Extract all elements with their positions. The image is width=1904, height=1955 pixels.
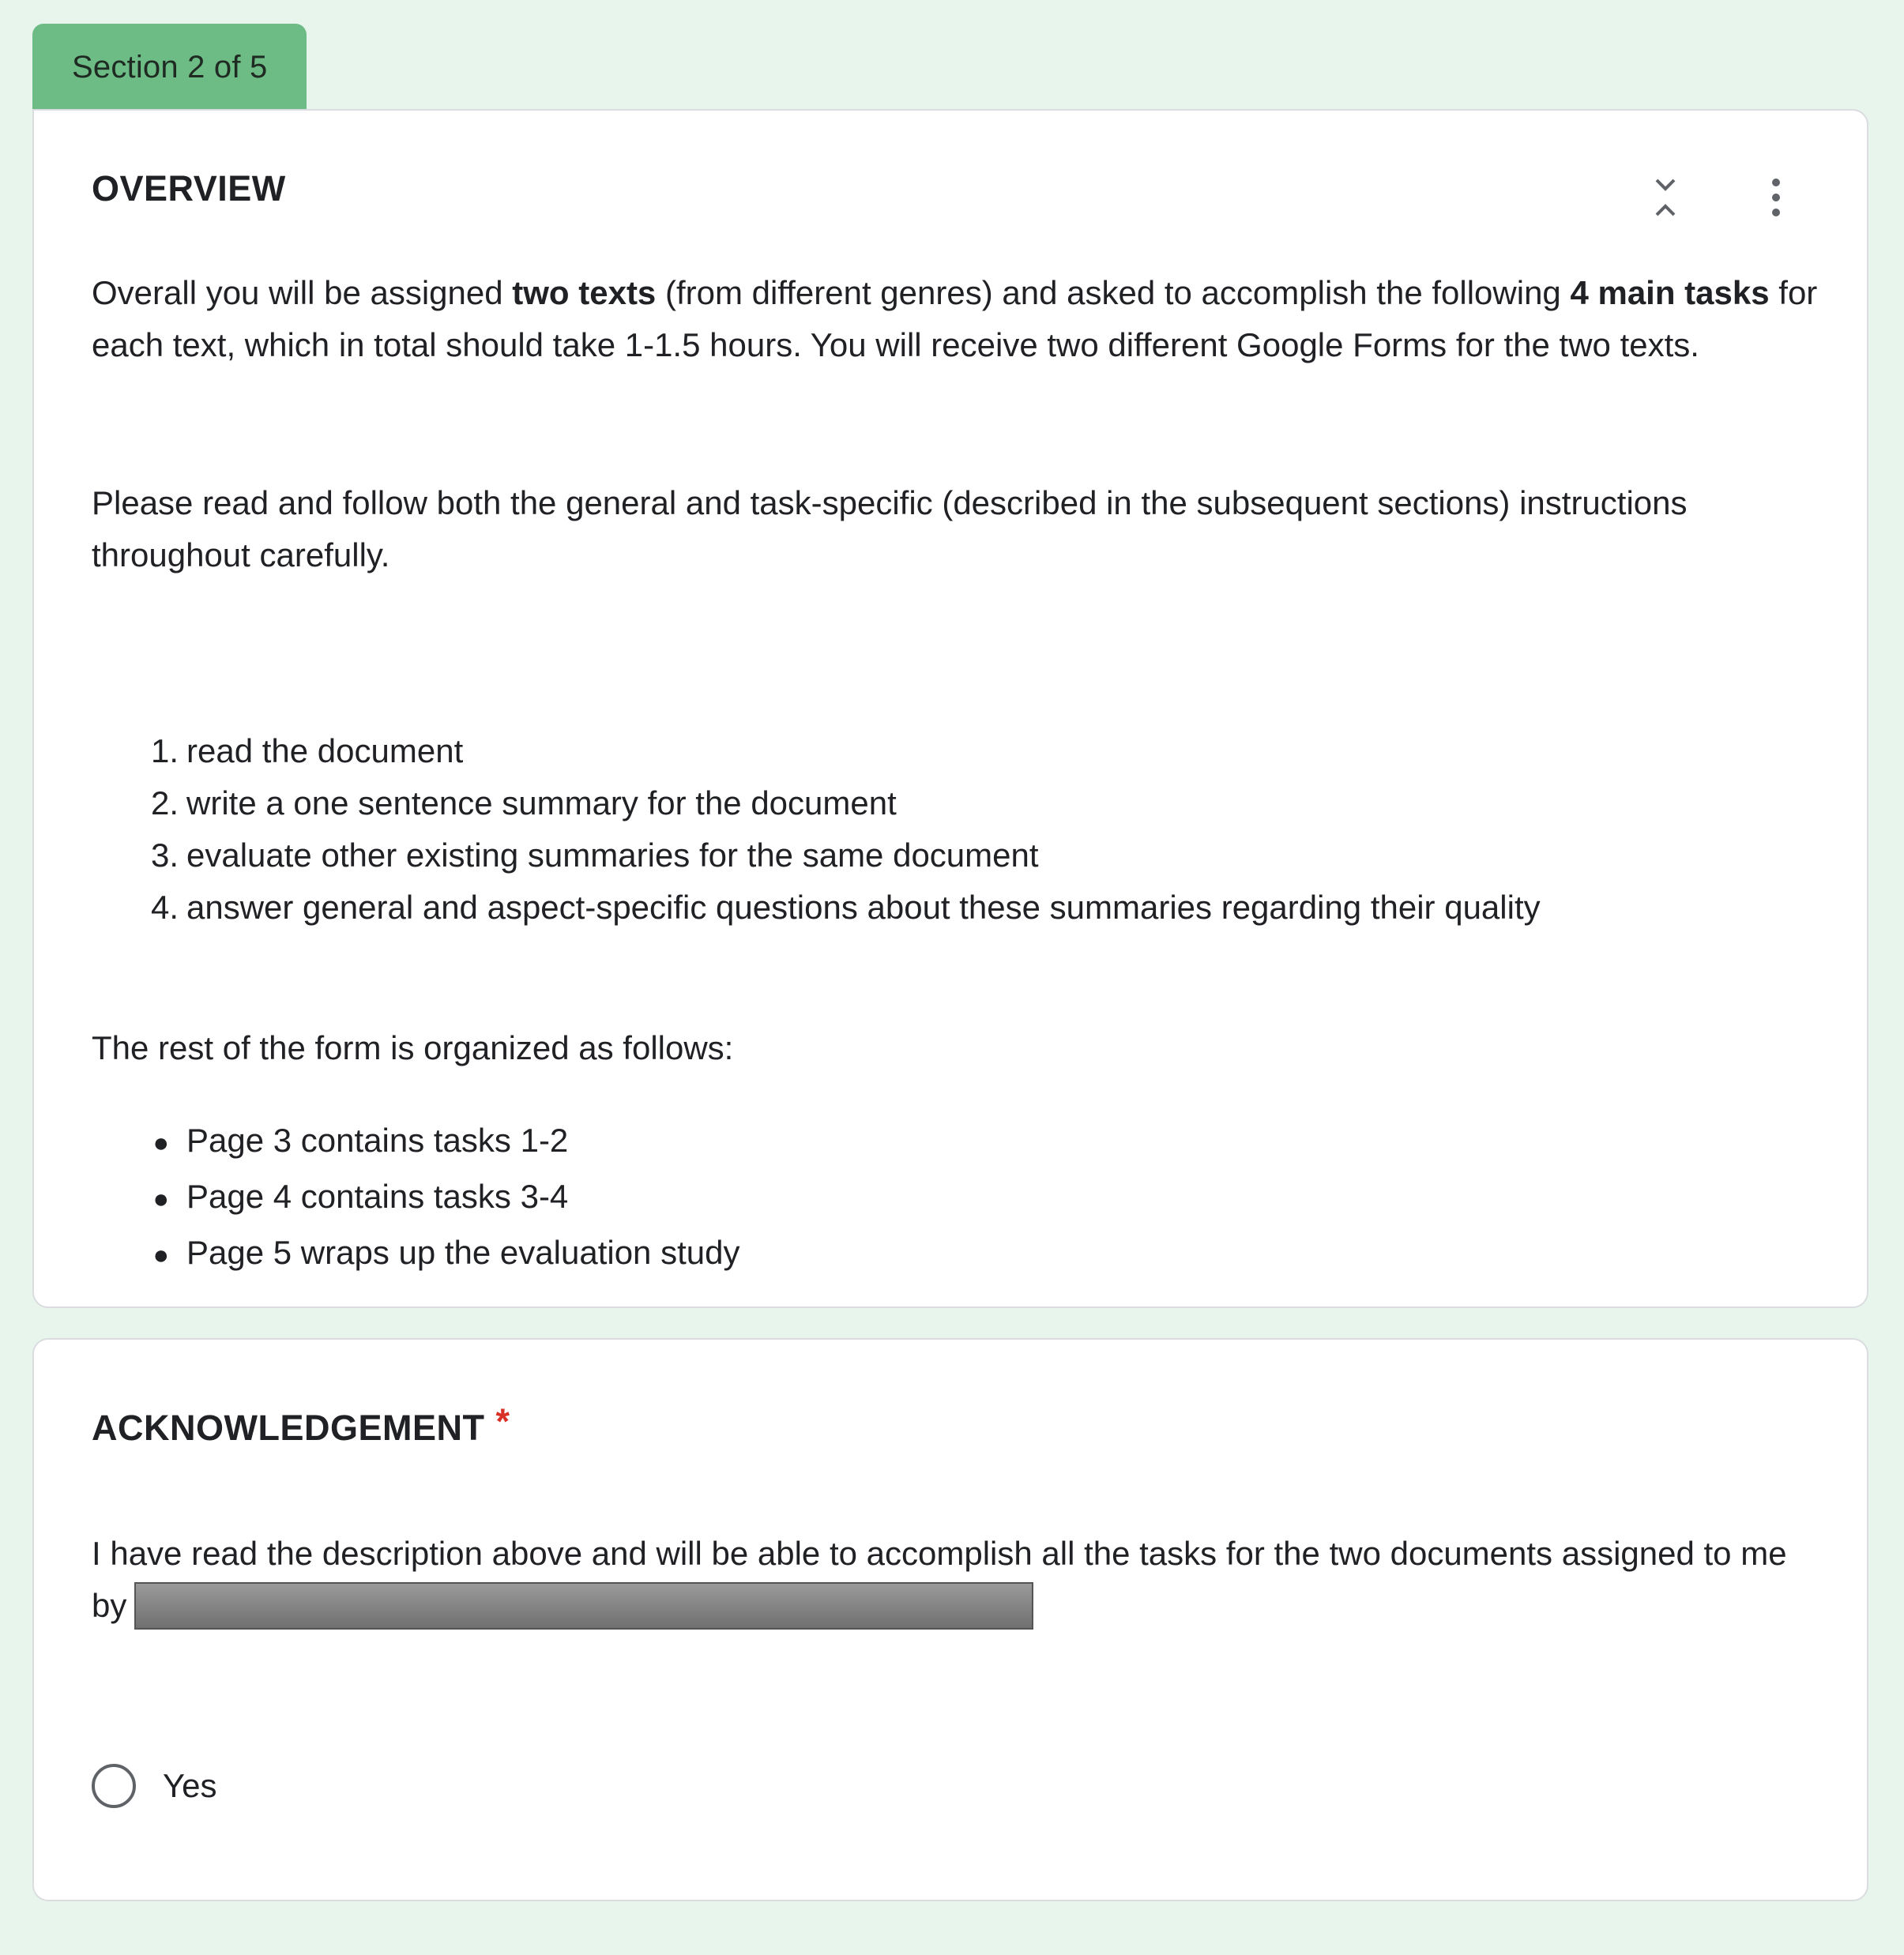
task-steps-list: [92, 725, 1541, 934]
more-vert-icon[interactable]: [1756, 174, 1796, 221]
yes-radio-option[interactable]: [92, 1764, 217, 1808]
list-item: ● Page 5 wraps up the evaluation study: [92, 1226, 739, 1282]
overview-title: OVERVIEW: [92, 168, 286, 209]
radio-button[interactable]: [92, 1764, 136, 1808]
overview-paragraph-2: Please read and follow both the general and task-specific (described in the subsequent sections) instructions throughout carefully.: [92, 484, 1688, 573]
list-item: 1. read the document: [150, 732, 464, 769]
overview-paragraph-1: [92, 267, 1830, 371]
section-tab-label: Section 2 of 5: [72, 49, 268, 85]
bullet-icon: ●: [152, 1240, 169, 1270]
redacted-block: [134, 1582, 1033, 1630]
overview-paragraph-3: The rest of the form is organized as follows:: [92, 1029, 734, 1066]
p1-text-e: for each text, which in total should take 1-1.5 hours. You will receive two different Google Forms for the two texts.: [92, 274, 1818, 363]
bullet-icon: ●: [152, 1128, 169, 1158]
acknowledgement-title: ACKNOWLEDGEMENT *: [92, 1401, 510, 1448]
collapse-expand-icon[interactable]: [1646, 174, 1685, 221]
page-bullets-list: [92, 1114, 739, 1282]
acknowledgement-description: I have read the description above and will be able to accomplish all the tasks for the two documents assigned to me by: [92, 1528, 1830, 1632]
yes-radio-label[interactable]: Yes: [163, 1767, 217, 1804]
required-mark: *: [495, 1401, 510, 1442]
p1-bold-main-tasks: 4 main tasks: [1570, 274, 1770, 311]
p1-text-a: Overall you will be assigned: [92, 274, 513, 311]
list-item: ● Page 3 contains tasks 1-2: [92, 1114, 739, 1170]
section-tab: [32, 24, 307, 111]
bullet-icon: ●: [152, 1184, 169, 1214]
acknowledgement-card: [32, 1338, 1868, 1901]
list-item: 3. evaluate other existing summaries for the same document: [150, 837, 1039, 874]
list-item: ● Page 4 contains tasks 3-4: [92, 1170, 739, 1226]
overview-card: [32, 109, 1868, 1308]
list-item: 4. answer general and aspect-specific questions about these summaries regarding their quality: [150, 889, 1541, 926]
p1-text-c: (from different genres) and asked to accomplish the following: [656, 274, 1571, 311]
p1-bold-two-texts: two texts: [512, 274, 657, 311]
list-item: 2. write a one sentence summary for the document: [150, 784, 897, 821]
